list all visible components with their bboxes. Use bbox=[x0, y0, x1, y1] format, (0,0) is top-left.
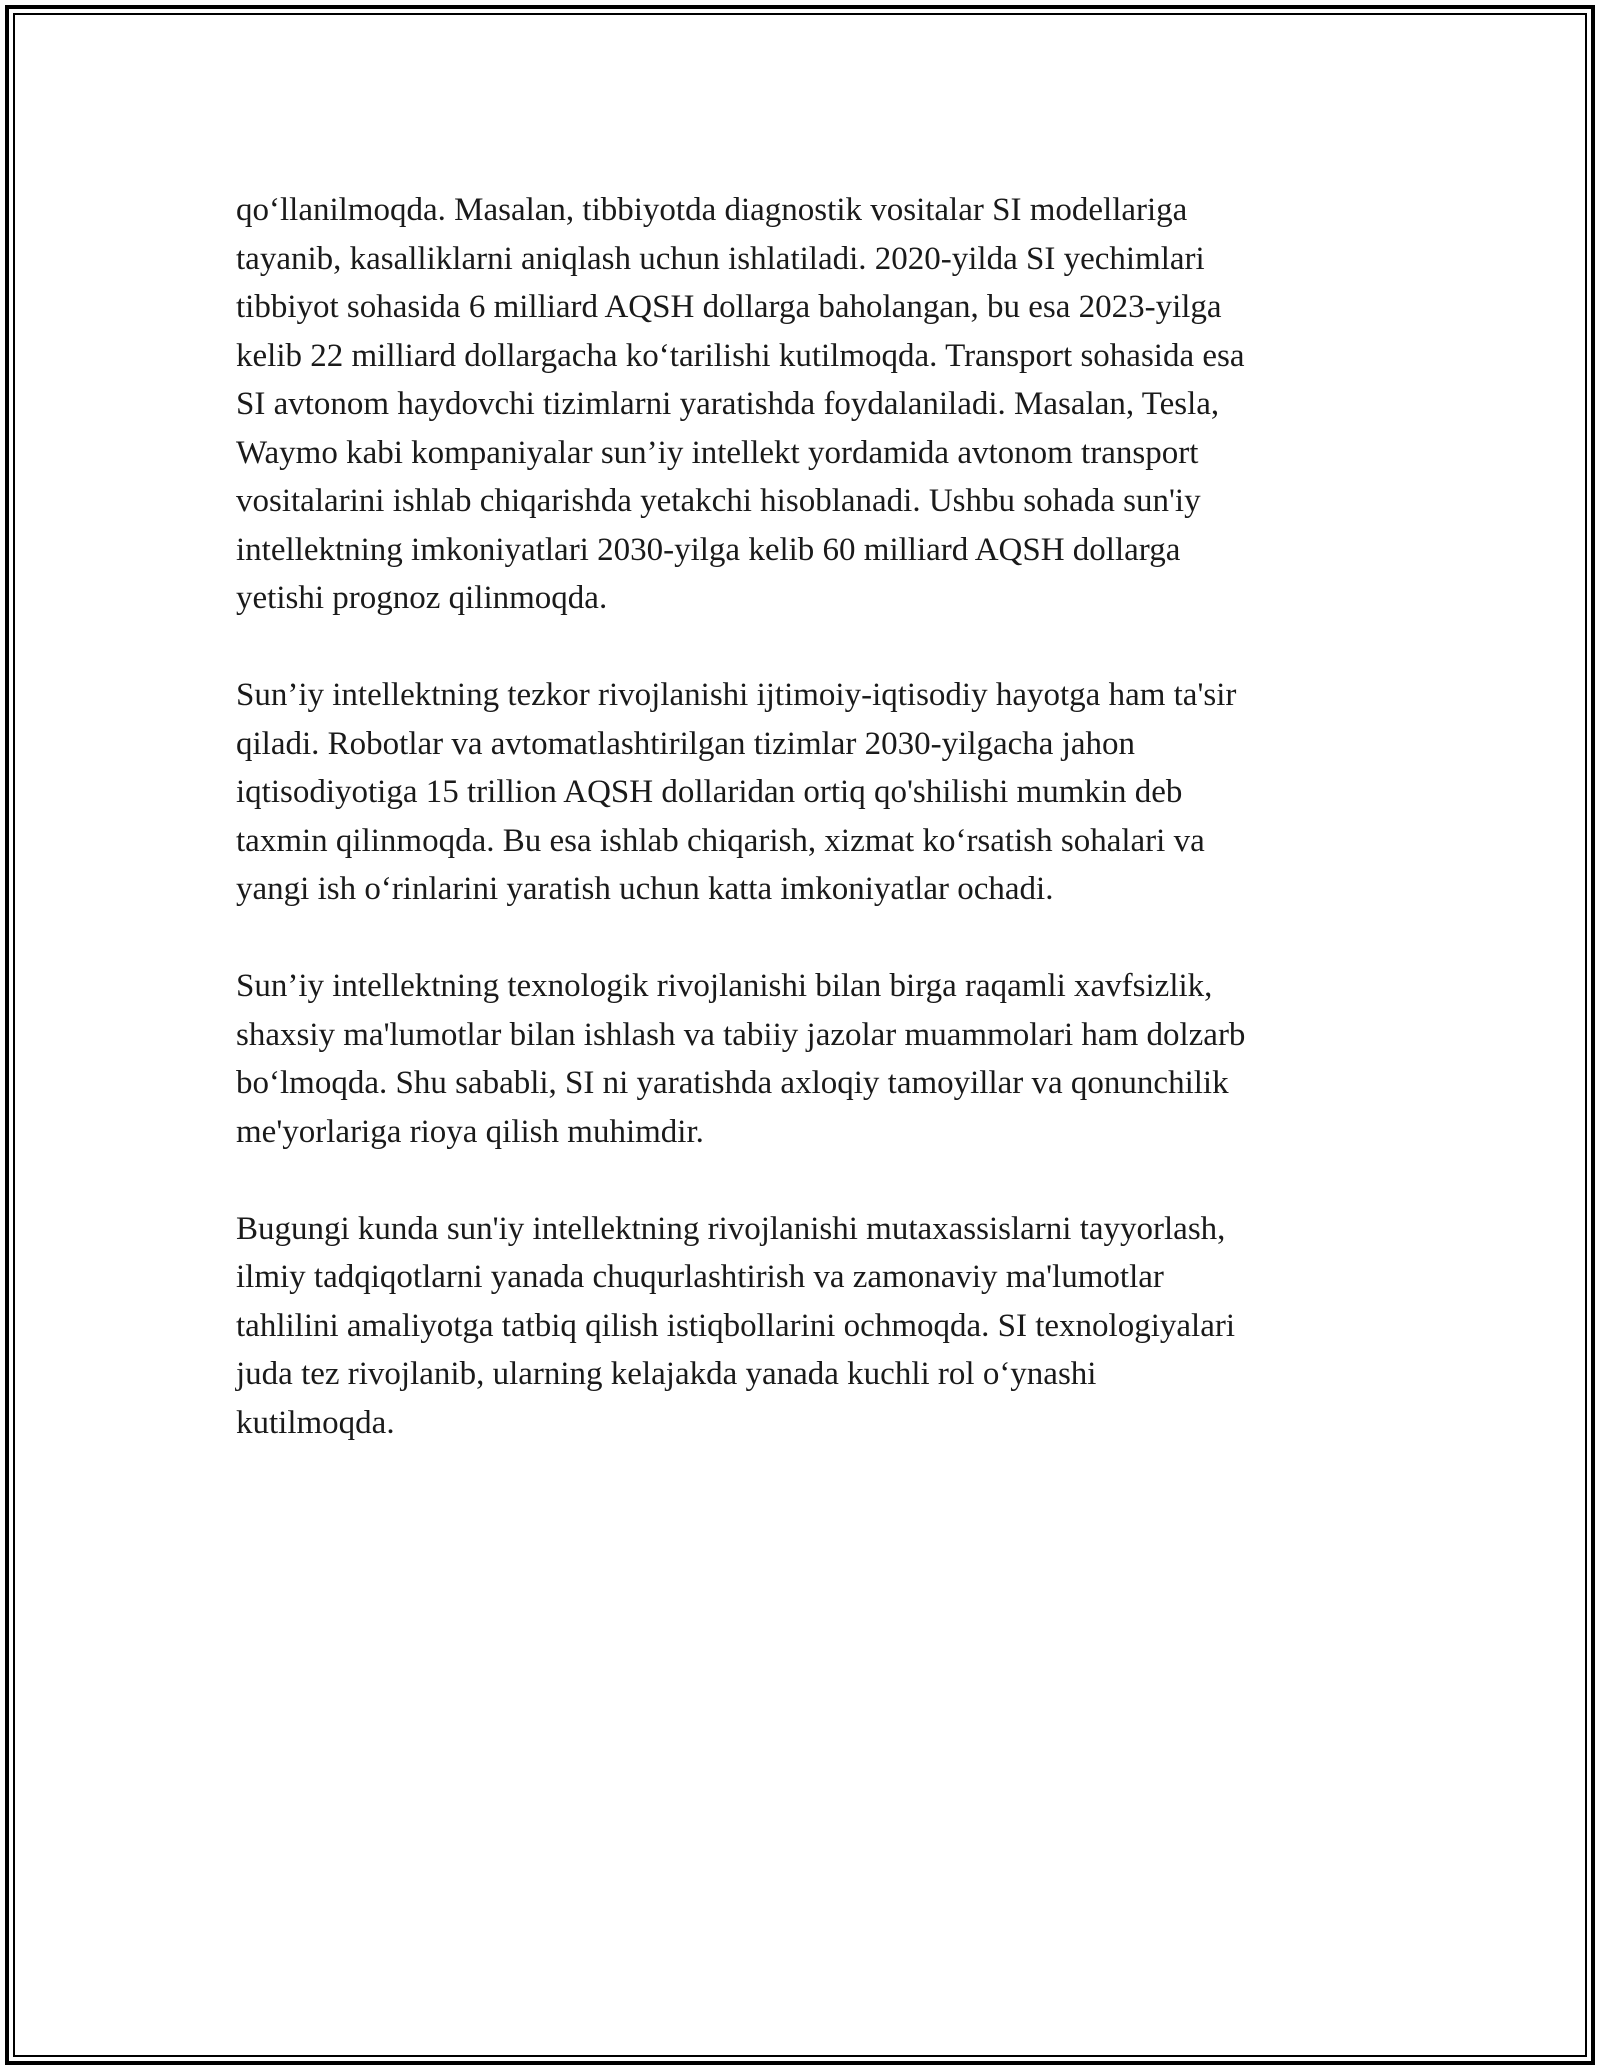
text-line: vositalarini ishlab chiqarishda yetakchi hisoblanadi. Ushbu sohada sun'iy bbox=[236, 483, 1201, 519]
text-line: yetishi prognoz qilinmoqda. bbox=[236, 580, 608, 616]
text-line: bo‘lmoqda. Shu sababli, SI ni yaratishda axloqiy tamoyillar va qonunchilik bbox=[236, 1065, 1229, 1101]
text-line: iqtisodiyotiga 15 trillion AQSH dollaridan ortiq qo'shilishi mumkin deb bbox=[236, 774, 1183, 810]
text-line: Bugungi kunda sun'iy intellektning rivojlanishi mutaxassislarni tayyorlash, bbox=[236, 1210, 1226, 1247]
text-line: SI avtonom haydovchi tizimlarni yaratishda foydalaniladi. Masalan, Tesla, bbox=[236, 386, 1220, 422]
text-line: tahlilini amaliyotga tatbiq qilish istiqbollarini ochmoqda. SI texnologiyalari bbox=[236, 1307, 1236, 1344]
text-line: taxmin qilinmoqda. Bu esa ishlab chiqarish, xizmat ko‘rsatish sohalari va bbox=[236, 822, 1205, 859]
text-line: intellektning imkoniyatlari 2030-yilga kelib 60 milliard AQSH dollarga bbox=[236, 531, 1181, 568]
text-line: qo‘llanilmoqda. Masalan, tibbiyotda diagnostik vositalar SI modellariga bbox=[236, 192, 1188, 228]
paragraph-2 bbox=[236, 671, 1376, 914]
text-line: qiladi. Robotlar va avtomatlashtirilgan tizimlar 2030-yilgacha jahon bbox=[236, 725, 1136, 762]
text-line: Waymo kabi kompaniyalar sun’iy intellekt yordamida avtonom transport bbox=[236, 434, 1199, 471]
text-line: Sun’iy intellektning tezkor rivojlanishi ijtimoiy-iqtisodiy hayotga ham ta'sir bbox=[236, 677, 1237, 713]
text-line: tibbiyot sohasida 6 milliard AQSH dollarga baholangan, bu esa 2023-yilga bbox=[236, 289, 1222, 325]
text-line: me'yorlariga rioya qilish muhimdir. bbox=[236, 1113, 704, 1150]
text-line: kelib 22 milliard dollargacha ko‘tarilishi kutilmoqda. Transport sohasida esa bbox=[236, 337, 1245, 374]
paragraph-4 bbox=[236, 1205, 1376, 1448]
text-line: yangi ish o‘rinlarini yaratish uchun katta imkoniyatlar ochadi. bbox=[236, 871, 1054, 907]
text-line: ilmiy tadqiqotlarni yanada chuqurlashtirish va zamonaviy ma'lumotlar bbox=[236, 1259, 1164, 1295]
text-line: kutilmoqda. bbox=[236, 1404, 395, 1441]
text-line: tayanib, kasalliklarni aniqlash uchun ishlatiladi. 2020-yilda SI yechimlari bbox=[236, 240, 1205, 277]
document-body bbox=[236, 186, 1376, 1496]
paragraph-3 bbox=[236, 962, 1376, 1156]
text-line: shaxsiy ma'lumotlar bilan ishlash va tabiiy jazolar muammolari ham dolzarb bbox=[236, 1016, 1246, 1053]
text-line: juda tez rivojlanib, ularning kelajakda yanada kuchli rol o‘ynashi bbox=[236, 1356, 1097, 1392]
paragraph-1 bbox=[236, 186, 1376, 623]
text-line: Sun’iy intellektning texnologik rivojlanishi bilan birga raqamli xavfsizlik, bbox=[236, 968, 1213, 1004]
